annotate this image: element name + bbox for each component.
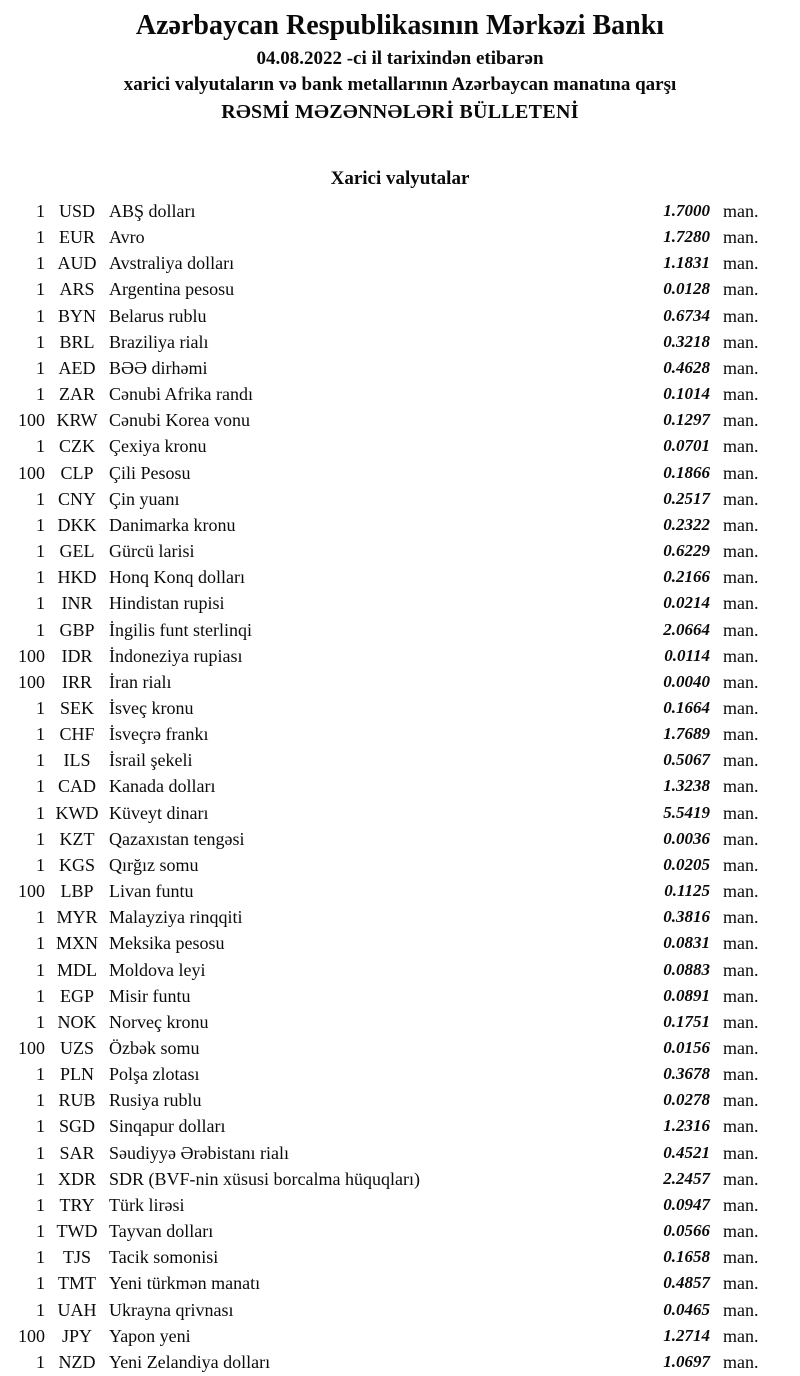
currency-quantity: 100: [18, 462, 45, 483]
currency-row: [0, 250, 800, 276]
currency-rate: 0.1125: [664, 881, 710, 901]
currency-quantity: 1: [36, 802, 45, 823]
currency-quantity: 1: [36, 985, 45, 1006]
currency-code: BRL: [59, 331, 95, 352]
currency-row: [0, 695, 800, 721]
currency-rate: 0.0566: [663, 1221, 710, 1241]
currency-row: [0, 1009, 800, 1035]
currency-name: Braziliya rialı: [109, 331, 209, 352]
currency-code: LBP: [60, 881, 94, 902]
currency-row: [0, 957, 800, 983]
currency-code: USD: [58, 201, 95, 221]
currency-unit-label: man.: [723, 253, 759, 274]
currency-code: BYN: [57, 305, 96, 326]
currency-unit-label: man.: [723, 1299, 759, 1320]
currency-name: Özbək somu: [109, 1038, 200, 1058]
currency-name: Livan funtu: [109, 881, 194, 902]
currency-unit-label: man.: [723, 907, 759, 928]
currency-code: ARS: [59, 279, 95, 300]
currency-rate: 0.1297: [663, 410, 710, 430]
currency-quantity: 1: [36, 776, 45, 797]
currency-unit-label: man.: [723, 357, 759, 378]
currency-quantity: 1: [36, 567, 45, 588]
currency-name: Sinqapur dolları: [109, 1116, 226, 1137]
currency-code: NOK: [57, 1011, 97, 1032]
currency-unit-label: man.: [723, 593, 759, 614]
currency-quantity: 1: [36, 1299, 45, 1320]
currency-row: [0, 1244, 800, 1270]
currency-unit-label: man.: [723, 1168, 759, 1189]
bulletin-title: RƏSMİ MƏZƏNNƏLƏRİ BÜLLETENİ: [221, 101, 579, 123]
currency-name: Gürcü larisi: [109, 541, 195, 562]
currency-quantity: 100: [18, 671, 45, 692]
currency-unit-label: man.: [723, 462, 759, 483]
currency-name: Qırğız somu: [109, 854, 199, 875]
currency-quantity: 100: [18, 1038, 45, 1058]
currency-unit-label: man.: [723, 750, 759, 771]
currency-quantity: 100: [18, 881, 45, 902]
currency-unit-label: man.: [723, 305, 759, 326]
currency-quantity: 100: [18, 1325, 45, 1346]
currency-quantity: 1: [36, 750, 45, 771]
currency-rate: 0.0947: [663, 1194, 710, 1214]
currency-row: [0, 1035, 800, 1061]
currency-code: TWD: [56, 1221, 98, 1242]
currency-row: [0, 564, 800, 590]
currency-code: CHF: [59, 724, 95, 745]
currency-code: KWD: [55, 802, 99, 823]
currency-code: KRW: [56, 410, 98, 431]
currency-name: ABŞ dolları: [109, 201, 196, 221]
currency-unit-label: man.: [723, 541, 759, 562]
currency-quantity: 1: [36, 1090, 45, 1111]
currency-quantity: 1: [36, 828, 45, 849]
currency-name: Avstraliya dolları: [109, 253, 235, 274]
currency-quantity: 1: [36, 1273, 45, 1294]
currency-code: CLP: [60, 462, 94, 483]
currency-rate: 0.0701: [663, 436, 710, 456]
currency-quantity: 1: [36, 227, 45, 248]
currency-quantity: 1: [36, 253, 45, 274]
currency-rate: 0.0831: [663, 933, 710, 953]
currency-row: [0, 538, 800, 564]
currency-rate: 0.2166: [663, 567, 710, 587]
currency-code: MDL: [57, 959, 97, 980]
currency-unit-label: man.: [723, 436, 759, 457]
currency-name: Norveç kronu: [109, 1011, 209, 1032]
currency-unit-label: man.: [723, 1221, 759, 1242]
currency-row: [0, 904, 800, 930]
currency-code: SAR: [59, 1142, 95, 1163]
currency-unit-label: man.: [723, 1116, 759, 1137]
currency-quantity: 1: [36, 1168, 45, 1189]
currency-rate: 0.4628: [663, 357, 710, 377]
currency-row: [0, 773, 800, 799]
currency-name: İsveç kronu: [109, 697, 194, 718]
currency-row: [0, 721, 800, 747]
currency-name: Hindistan rupisi: [109, 593, 225, 614]
currency-quantity: 1: [36, 331, 45, 352]
currency-name: Malayziya rinqqiti: [109, 907, 243, 928]
currency-rate: 0.3218: [663, 331, 710, 351]
currency-quantity: 1: [36, 593, 45, 614]
currency-quantity: 1: [36, 1064, 45, 1085]
currency-rate: 0.0114: [664, 645, 710, 665]
currency-code: EUR: [59, 227, 95, 248]
currency-unit-label: man.: [723, 1142, 759, 1163]
currency-code: TMT: [58, 1273, 96, 1294]
currency-unit-label: man.: [723, 828, 759, 849]
currency-unit-label: man.: [723, 1090, 759, 1111]
currency-quantity: 100: [18, 410, 45, 431]
currency-row: [0, 747, 800, 773]
currency-code: PLN: [59, 1064, 94, 1085]
currency-unit-label: man.: [723, 802, 759, 823]
currency-unit-label: man.: [723, 488, 759, 509]
currency-quantity: 1: [36, 697, 45, 718]
currency-quantity: 1: [36, 1142, 45, 1163]
currency-row: [0, 1140, 800, 1166]
currency-code: KGS: [58, 854, 95, 875]
currency-code: SEK: [59, 697, 94, 718]
currency-code: CNY: [57, 488, 96, 509]
section-title-foreign-currencies: Xarici valyutalar: [330, 168, 470, 189]
effective-date-line: 04.08.2022 -ci il tarixindən etibarən: [256, 48, 544, 69]
currency-name: Çexiya kronu: [109, 436, 207, 457]
currency-name: Cənubi Korea vonu: [109, 410, 250, 431]
currency-row: [0, 1323, 800, 1349]
currency-code: KZT: [59, 828, 95, 849]
currency-unit-label: man.: [723, 1325, 759, 1346]
currency-name: Avro: [109, 227, 145, 248]
currency-quantity: 100: [18, 645, 45, 666]
currency-quantity: 1: [36, 201, 45, 221]
currency-name: Argentina pesosu: [109, 279, 235, 300]
currency-rate: 1.7000: [663, 201, 710, 220]
currency-row: [0, 381, 800, 407]
currency-row: [0, 878, 800, 904]
currency-rate: 0.6734: [663, 305, 710, 325]
currency-rate: 0.0214: [663, 593, 710, 613]
currency-quantity: 1: [36, 724, 45, 745]
currency-code: AUD: [57, 253, 97, 274]
currency-rate: 0.0205: [663, 854, 710, 874]
currency-name: Honq Konq dolları: [109, 567, 245, 588]
currency-name: Ukrayna qrivnası: [109, 1299, 234, 1320]
currency-rate: 0.0128: [663, 279, 710, 299]
currency-rate: 2.2457: [663, 1168, 710, 1188]
currency-rate: 0.0156: [663, 1038, 710, 1057]
currency-quantity: 1: [36, 959, 45, 980]
currency-unit-label: man.: [723, 933, 759, 954]
currency-quantity: 1: [36, 1247, 45, 1268]
currency-row: [0, 1113, 800, 1139]
currency-rate: 2.0664: [663, 619, 710, 639]
currency-code: HKD: [57, 567, 97, 588]
currency-name: Qazaxıstan tengəsi: [109, 828, 245, 849]
currency-rate: 0.0040: [663, 671, 710, 691]
currency-code: DKK: [57, 514, 97, 535]
currency-quantity: 1: [36, 541, 45, 562]
currency-name: Tacik somonisi: [109, 1247, 219, 1268]
currency-row: [0, 1270, 800, 1296]
currency-unit-label: man.: [723, 724, 759, 745]
currency-quantity: 1: [36, 514, 45, 535]
rates-table: [0, 198, 800, 1375]
currency-unit-label: man.: [723, 201, 759, 221]
currency-row: [0, 486, 800, 512]
currency-name: Tayvan dolları: [109, 1221, 214, 1242]
currency-row: [0, 355, 800, 381]
currency-unit-label: man.: [723, 985, 759, 1006]
currency-unit-label: man.: [723, 776, 759, 797]
bank-title: Azərbaycan Respublikasının Mərkəzi Bankı: [135, 10, 665, 41]
currency-name: Misir funtu: [109, 985, 191, 1006]
currency-code: TRY: [59, 1194, 95, 1215]
currency-quantity: 1: [36, 907, 45, 928]
currency-row: [0, 433, 800, 459]
currency-rate: 0.0465: [663, 1299, 710, 1319]
currency-row: [0, 826, 800, 852]
currency-unit-label: man.: [723, 959, 759, 980]
currency-code: EGP: [59, 985, 94, 1006]
currency-code: GBP: [59, 619, 95, 640]
currency-unit-label: man.: [723, 1064, 759, 1085]
currency-code: IDR: [61, 645, 93, 666]
currency-name: BƏƏ dirhəmi: [109, 357, 208, 378]
currency-code: IRR: [61, 671, 92, 692]
currency-code: INR: [61, 593, 93, 614]
currency-quantity: 1: [36, 1194, 45, 1215]
bulletin-subtitle: xarici valyutaların və bank metallarının Azərbaycan manatına qarşı: [123, 74, 677, 95]
currency-name: Belarus rublu: [109, 305, 207, 326]
currency-quantity: 1: [36, 619, 45, 640]
currency-unit-label: man.: [723, 881, 759, 902]
currency-rate: 0.2322: [663, 514, 710, 534]
currency-name: Çili Pesosu: [109, 462, 191, 483]
currency-quantity: 1: [36, 933, 45, 954]
currency-row: [0, 407, 800, 433]
currency-rate: 0.1664: [663, 697, 710, 717]
currency-rate: 0.0278: [663, 1090, 710, 1110]
currency-unit-label: man.: [723, 567, 759, 588]
currency-name: Küveyt dinarı: [109, 802, 209, 823]
currency-row: [0, 930, 800, 956]
currency-code: SGD: [58, 1116, 95, 1137]
currency-row: [0, 276, 800, 302]
currency-name: İsveçrə frankı: [109, 724, 209, 745]
currency-code: ILS: [63, 750, 91, 771]
currency-unit-label: man.: [723, 410, 759, 431]
currency-rate: 1.7280: [663, 227, 710, 247]
currency-code: MXN: [55, 933, 98, 954]
currency-quantity: 1: [36, 1011, 45, 1032]
currency-code: RUB: [58, 1090, 96, 1111]
currency-unit-label: man.: [723, 1273, 759, 1294]
currency-name: Yeni Zelandiya dolları: [109, 1351, 271, 1372]
currency-name: Meksika pesosu: [109, 933, 225, 954]
currency-row: [0, 1061, 800, 1087]
currency-row: [0, 1349, 800, 1375]
currency-row: [0, 512, 800, 538]
currency-row: [0, 852, 800, 878]
currency-rate: 0.1014: [663, 384, 710, 404]
currency-unit-label: man.: [723, 331, 759, 352]
currency-unit-label: man.: [723, 619, 759, 640]
currency-name: Moldova leyi: [109, 959, 206, 980]
currency-row: [0, 198, 800, 224]
currency-row: [0, 669, 800, 695]
currency-row: [0, 1297, 800, 1323]
currency-code: CZK: [59, 436, 95, 457]
currency-name: İndoneziya rupiası: [109, 645, 243, 666]
currency-row: [0, 1087, 800, 1113]
currency-rate: 1.7689: [663, 724, 710, 744]
currency-row: [0, 224, 800, 250]
currency-row: [0, 590, 800, 616]
currency-unit-label: man.: [723, 671, 759, 692]
currency-rate: 0.3678: [663, 1064, 710, 1084]
currency-code: ZAR: [59, 384, 95, 405]
currency-unit-label: man.: [723, 227, 759, 248]
currency-row: [0, 1192, 800, 1218]
currency-name: Rusiya rublu: [109, 1090, 202, 1111]
currency-row: [0, 1166, 800, 1192]
currency-name: Cənubi Afrika randı: [109, 384, 253, 405]
currency-code: AED: [58, 357, 96, 378]
currency-rate: 0.2517: [663, 488, 710, 508]
currency-rate: 0.4857: [663, 1273, 710, 1293]
currency-name: Polşa zlotası: [109, 1064, 200, 1085]
currency-unit-label: man.: [723, 645, 759, 666]
currency-name: Kanada dolları: [109, 776, 216, 797]
currency-code: CAD: [57, 776, 96, 797]
currency-code: MYR: [56, 907, 98, 928]
currency-unit-label: man.: [723, 1038, 759, 1058]
currency-rate: 0.4521: [663, 1142, 710, 1162]
currency-name: İngilis funt sterlinqi: [109, 619, 252, 640]
currency-quantity: 1: [36, 279, 45, 300]
currency-row: [0, 643, 800, 669]
currency-name: Səudiyyə Ərəbistanı rialı: [109, 1142, 289, 1163]
currency-row: [0, 329, 800, 355]
currency-code: XDR: [57, 1168, 96, 1189]
currency-quantity: 1: [36, 1116, 45, 1137]
currency-rate: 0.3816: [663, 907, 710, 927]
currency-name: İsrail şekeli: [109, 750, 193, 771]
currency-row: [0, 800, 800, 826]
currency-rate: 1.3238: [663, 776, 710, 796]
currency-unit-label: man.: [723, 1194, 759, 1215]
currency-rate: 0.6229: [663, 541, 710, 561]
currency-rate: 0.1751: [663, 1011, 710, 1031]
currency-code: TJS: [62, 1247, 91, 1268]
currency-rate: 0.0883: [663, 959, 710, 979]
currency-quantity: 1: [36, 1221, 45, 1242]
currency-row: [0, 460, 800, 486]
currency-code: UZS: [59, 1038, 94, 1058]
currency-quantity: 1: [36, 384, 45, 405]
currency-rate: 0.5067: [663, 750, 710, 770]
currency-quantity: 1: [36, 854, 45, 875]
currency-rate: 0.0891: [663, 985, 710, 1005]
currency-rate: 1.0697: [663, 1351, 710, 1371]
currency-rate: 1.2714: [663, 1325, 710, 1345]
currency-unit-label: man.: [723, 1247, 759, 1268]
currency-quantity: 1: [36, 357, 45, 378]
currency-quantity: 1: [36, 488, 45, 509]
currency-name: Danimarka kronu: [109, 514, 236, 535]
currency-name: Yapon yeni: [109, 1325, 191, 1346]
currency-rate: 0.0036: [663, 828, 710, 848]
currency-rate: 0.1866: [663, 462, 710, 482]
currency-unit-label: man.: [723, 697, 759, 718]
currency-unit-label: man.: [723, 279, 759, 300]
currency-rate: 1.2316: [663, 1116, 710, 1136]
currency-quantity: 1: [36, 1351, 45, 1372]
currency-rate: 1.1831: [663, 253, 710, 273]
currency-name: SDR (BVF-nin xüsusi borcalma hüquqları): [109, 1168, 420, 1189]
currency-unit-label: man.: [723, 1351, 759, 1372]
currency-code: UAH: [57, 1299, 97, 1320]
currency-code: NZD: [58, 1351, 96, 1372]
currency-code: JPY: [61, 1325, 92, 1346]
currency-row: [0, 303, 800, 329]
currency-row: [0, 1218, 800, 1244]
currency-row: [0, 617, 800, 643]
currency-row: [0, 983, 800, 1009]
currency-quantity: 1: [36, 305, 45, 326]
currency-unit-label: man.: [723, 384, 759, 405]
currency-rate: 5.5419: [663, 802, 710, 822]
currency-name: İran rialı: [109, 671, 172, 692]
currency-unit-label: man.: [723, 854, 759, 875]
currency-name: Türk lirəsi: [109, 1194, 185, 1215]
currency-code: GEL: [59, 541, 95, 562]
currency-unit-label: man.: [723, 514, 759, 535]
currency-quantity: 1: [36, 436, 45, 457]
currency-name: Yeni türkmən manatı: [109, 1273, 261, 1294]
currency-unit-label: man.: [723, 1011, 759, 1032]
currency-rate: 0.1658: [663, 1247, 710, 1267]
currency-name: Çin yuanı: [109, 488, 180, 509]
